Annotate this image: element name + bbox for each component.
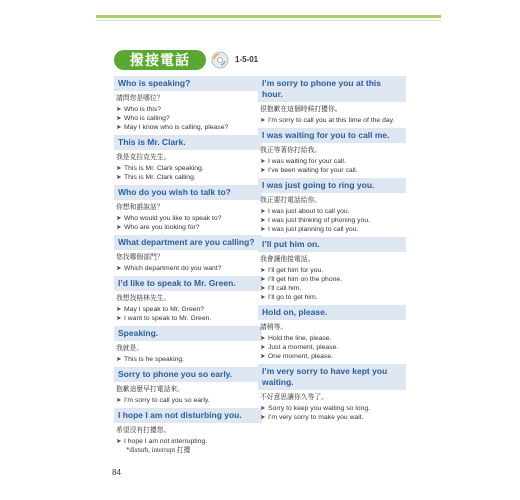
phrase-block: [114, 408, 262, 455]
example-line: [116, 164, 262, 173]
phrase-heading: I’ll put him on.: [258, 237, 406, 252]
arrow-bullet-icon: ➤: [260, 267, 266, 274]
example-text: I’m sorry to call you at this time of the day.: [268, 117, 395, 124]
vocab-note: *disturb, interrupt 打擾: [126, 447, 191, 454]
chinese-translation: 我想找格林先生。: [116, 295, 171, 302]
phrase-heading: Speaking.: [114, 326, 262, 341]
section-title: 撥接電話: [114, 50, 206, 70]
left-column: [114, 76, 262, 458]
arrow-bullet-icon: ➤: [260, 405, 266, 412]
phrase-block: [114, 367, 262, 405]
phrase-block: [258, 305, 406, 361]
phrase-block: [114, 185, 262, 232]
example-text: Who is calling?: [124, 115, 170, 122]
example-line: [116, 214, 262, 223]
example-line: [260, 225, 406, 234]
arrow-bullet-icon: ➤: [116, 438, 122, 445]
arrow-bullet-icon: ➤: [260, 344, 266, 351]
example-text: I’ve been waiting for your call.: [268, 167, 358, 174]
chinese-translation: 希望沒有打擾您。: [116, 427, 171, 434]
example-text: I’m sorry to call you so early.: [124, 397, 210, 404]
phrase-block: [114, 326, 262, 364]
example-text: Who is this?: [124, 106, 162, 113]
arrow-bullet-icon: ➤: [116, 124, 122, 131]
arrow-bullet-icon: ➤: [116, 315, 122, 322]
example-line: [260, 352, 406, 361]
example-line: [116, 396, 262, 405]
phrase-block: [114, 135, 262, 182]
arrow-bullet-icon: ➤: [260, 208, 266, 215]
example-line: [260, 266, 406, 275]
chinese-translation: 我正要打電話給你。: [260, 197, 322, 204]
arrow-bullet-icon: ➤: [260, 294, 266, 301]
phrase-block: [114, 76, 262, 132]
example-text: Sorry to keep you waiting so long.: [268, 405, 371, 412]
phrase-heading: I hope I am not disturbing you.: [114, 408, 262, 423]
right-column: [258, 76, 406, 425]
example-line: [260, 275, 406, 284]
chinese-translation: 您找哪個部門？: [116, 254, 164, 261]
chinese-translation: 我就是。: [116, 345, 144, 352]
chinese-translation: 抱歉這麼早打電話來。: [116, 386, 184, 393]
phrase-block: [114, 276, 262, 323]
example-line: [116, 114, 262, 123]
example-line: [116, 305, 262, 314]
phrase-block: [258, 364, 406, 422]
arrow-bullet-icon: ➤: [116, 165, 122, 172]
phrase-block: [114, 235, 262, 273]
arrow-bullet-icon: ➤: [260, 226, 266, 233]
example-text: May I speak to Mr. Green?: [124, 306, 205, 313]
example-text: I’ll call him.: [268, 285, 302, 292]
example-line: [116, 173, 262, 182]
arrow-bullet-icon: ➤: [260, 335, 266, 342]
chinese-translation: 我正等著你打給我。: [260, 147, 322, 154]
example-line: [116, 264, 262, 273]
arrow-bullet-icon: ➤: [260, 353, 266, 360]
phrase-heading: Sorry to phone you so early.: [114, 367, 262, 382]
arrow-bullet-icon: ➤: [116, 215, 122, 222]
phrase-block: [258, 76, 406, 125]
example-line: [116, 223, 262, 232]
page-number: 84: [112, 468, 121, 477]
chinese-translation: 很抱歉在這個時候打擾你。: [260, 106, 342, 113]
phrase-heading: Who do you wish to talk to?: [114, 185, 262, 200]
arrow-bullet-icon: ➤: [116, 397, 122, 404]
example-line: [116, 437, 262, 446]
example-line: [260, 293, 406, 302]
example-text: Hold the line, please.: [268, 335, 332, 342]
example-text: This is Mr. Clark calling.: [124, 174, 196, 181]
example-text: May I know who is calling, please?: [124, 124, 229, 131]
top-decor-stripe: [96, 15, 441, 18]
example-line: [260, 166, 406, 175]
arrow-bullet-icon: ➤: [116, 106, 122, 113]
example-line: [116, 105, 262, 114]
arrow-bullet-icon: ➤: [260, 158, 266, 165]
example-text: I was just planning to call you.: [268, 226, 359, 233]
arrow-bullet-icon: ➤: [116, 174, 122, 181]
example-text: I’ll go to get him.: [268, 294, 318, 301]
example-text: I’ll get him on the phone.: [268, 276, 343, 283]
example-line: [260, 413, 406, 422]
phrase-heading: I’m sorry to phone you at this hour.: [258, 76, 406, 102]
example-line: [116, 314, 262, 323]
chinese-translation: 不好意思讓你久等了。: [260, 394, 328, 401]
example-line: [260, 284, 406, 293]
arrow-bullet-icon: ➤: [260, 167, 266, 174]
chinese-translation: 請問您是哪位？: [116, 95, 164, 102]
chinese-translation: 我會讓他接電話。: [260, 256, 315, 263]
example-line: [260, 404, 406, 413]
chinese-translation: 請稍等。: [260, 324, 288, 331]
example-line: [116, 355, 262, 364]
phrase-heading: Hold on, please.: [258, 305, 406, 320]
arrow-bullet-icon: ➤: [116, 265, 122, 272]
chinese-translation: 我是克拉克先生。: [116, 154, 171, 161]
arrow-bullet-icon: ➤: [116, 356, 122, 363]
example-text: I was just about to call you.: [268, 208, 350, 215]
example-text: I want to speak to Mr. Green.: [124, 315, 212, 322]
example-line: [260, 116, 406, 125]
example-text: Which department do you want?: [124, 265, 222, 272]
example-text: One moment, please.: [268, 353, 333, 360]
track-number: 1-5-01: [235, 55, 259, 64]
top-decor-stripe-thin: [96, 20, 441, 21]
arrow-bullet-icon: ➤: [260, 276, 266, 283]
example-text: This is he speaking.: [124, 356, 185, 363]
example-text: This is Mr. Clark speaking.: [124, 165, 204, 172]
example-text: Just a moment, please.: [268, 344, 339, 351]
arrow-bullet-icon: ➤: [260, 117, 266, 124]
chinese-translation: 你想和誰說話？: [116, 204, 164, 211]
phrase-heading: I’d like to speak to Mr. Green.: [114, 276, 262, 291]
arrow-bullet-icon: ➤: [116, 224, 122, 231]
example-line: [260, 216, 406, 225]
arrow-bullet-icon: ➤: [260, 285, 266, 292]
example-text: I was waiting for your call.: [268, 158, 346, 165]
phrase-block: [258, 178, 406, 234]
example-text: I hope I am not interrupting.: [124, 438, 208, 445]
phrase-block: [258, 128, 406, 175]
example-line: [260, 343, 406, 352]
example-line: [260, 157, 406, 166]
cd-icon: [210, 50, 230, 70]
example-text: Who are you looking for?: [124, 224, 200, 231]
example-text: I’m very sorry to make you wait.: [268, 414, 364, 421]
phrase-heading: This is Mr. Clark.: [114, 135, 262, 150]
phrase-heading: I was just going to ring you.: [258, 178, 406, 193]
arrow-bullet-icon: ➤: [116, 115, 122, 122]
example-line: [116, 123, 262, 132]
arrow-bullet-icon: ➤: [116, 306, 122, 313]
example-text: I’ll get him for you.: [268, 267, 324, 274]
phrase-block: [258, 237, 406, 302]
example-text: I was just thinking of phoning you.: [268, 217, 371, 224]
example-text: Who would you like to speak to?: [124, 215, 222, 222]
arrow-bullet-icon: ➤: [260, 217, 266, 224]
phrase-heading: I’m very sorry to have kept you waiting.: [258, 364, 406, 390]
example-line: [260, 334, 406, 343]
example-line: [260, 207, 406, 216]
arrow-bullet-icon: ➤: [260, 414, 266, 421]
phrase-heading: What department are you calling?: [114, 235, 262, 250]
phrase-heading: I was waiting for you to call me.: [258, 128, 406, 143]
phrase-heading: Who is speaking?: [114, 76, 262, 91]
